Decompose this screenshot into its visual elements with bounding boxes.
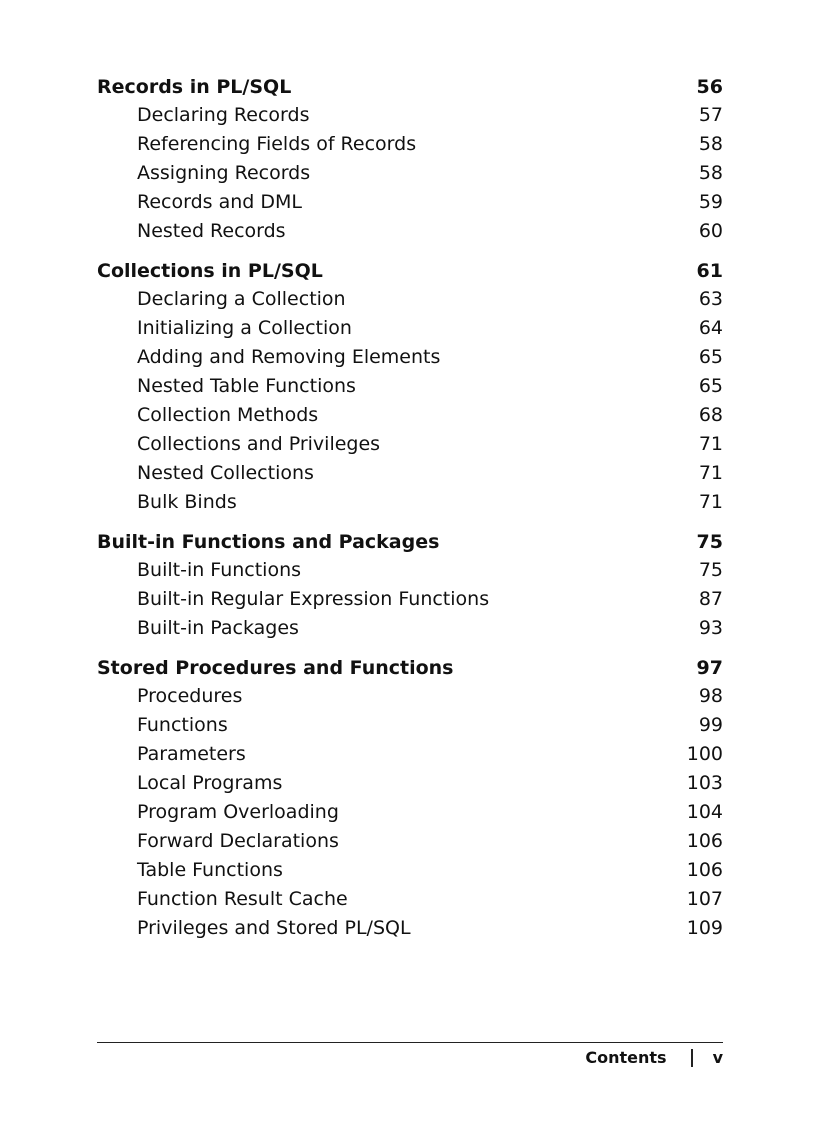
entry-title: Local Programs [137,772,283,794]
toc-chapter-entry[interactable] [97,655,723,682]
entry-title: Function Result Cache [137,888,348,910]
entry-page-number: 63 [698,288,723,310]
entry-title: Table Functions [137,859,283,881]
entry-page-number: 60 [698,220,723,242]
entry-title: Program Overloading [137,801,339,823]
entry-page-number: 65 [698,346,723,368]
entry-page-number: 64 [698,317,723,339]
entry-page-number: 65 [698,375,723,397]
toc-chapter-entry[interactable] [97,258,723,285]
entry-title: Collections and Privileges [137,433,381,455]
toc-entry[interactable] [97,682,723,711]
toc-entry[interactable] [97,914,723,943]
entry-page-number: 93 [698,617,723,639]
toc-entry[interactable] [97,488,723,517]
entry-title: Bulk Binds [137,491,237,513]
toc-section [97,529,723,643]
toc-entry[interactable] [97,101,723,130]
chapter-title: Built-in Functions and Packages [97,531,440,553]
entry-title: Collection Methods [137,404,319,426]
toc-entry[interactable] [97,401,723,430]
entry-page-number: 75 [698,559,723,581]
footer-label: Contents [585,1048,667,1067]
toc-entry[interactable] [97,827,723,856]
entry-title: Procedures [137,685,243,707]
page-footer [585,1048,723,1067]
footer-page-number: v [712,1048,723,1067]
table-of-contents [97,74,723,955]
entry-page-number: 104 [686,801,723,823]
entry-page-number: 106 [686,830,723,852]
chapter-page-number: 75 [696,531,723,553]
toc-entry[interactable] [97,798,723,827]
toc-entry[interactable] [97,614,723,643]
entry-page-number: 103 [686,772,723,794]
entry-title: Nested Collections [137,462,314,484]
entry-page-number: 71 [698,433,723,455]
toc-entry[interactable] [97,217,723,246]
toc-entry[interactable] [97,343,723,372]
toc-entry[interactable] [97,188,723,217]
footer-separator [691,1049,693,1067]
toc-entry[interactable] [97,130,723,159]
toc-entry[interactable] [97,430,723,459]
entry-page-number: 58 [698,133,723,155]
entry-page-number: 109 [686,917,723,939]
entry-title: Parameters [137,743,246,765]
toc-section [97,258,723,517]
entry-page-number: 106 [686,859,723,881]
entry-title: Adding and Removing Elements [137,346,441,368]
chapter-page-number: 56 [696,76,723,98]
toc-chapter-entry[interactable] [97,529,723,556]
toc-section [97,655,723,943]
toc-entry[interactable] [97,459,723,488]
entry-title: Built-in Functions [137,559,302,581]
toc-entry[interactable] [97,372,723,401]
footer-divider [97,1042,723,1043]
entry-page-number: 87 [698,588,723,610]
entry-title: Built-in Packages [137,617,299,639]
chapter-page-number: 97 [696,657,723,679]
entry-title: Functions [137,714,228,736]
entry-title: Nested Records [137,220,286,242]
entry-title: Privileges and Stored PL/SQL [137,917,411,939]
chapter-title: Stored Procedures and Functions [97,657,454,679]
entry-page-number: 71 [698,491,723,513]
entry-title: Referencing Fields of Records [137,133,417,155]
entry-title: Initializing a Collection [137,317,352,339]
toc-entry[interactable] [97,159,723,188]
chapter-page-number: 61 [696,260,723,282]
entry-page-number: 57 [698,104,723,126]
entry-page-number: 59 [698,191,723,213]
entry-page-number: 71 [698,462,723,484]
entry-page-number: 98 [698,685,723,707]
entry-title: Declaring Records [137,104,310,126]
entry-title: Nested Table Functions [137,375,356,397]
toc-section [97,74,723,246]
toc-entry[interactable] [97,585,723,614]
entry-page-number: 68 [698,404,723,426]
entry-page-number: 58 [698,162,723,184]
entry-page-number: 107 [686,888,723,910]
toc-entry[interactable] [97,885,723,914]
entry-title: Records and DML [137,191,302,213]
toc-entry[interactable] [97,769,723,798]
chapter-title: Records in PL/SQL [97,76,292,98]
chapter-title: Collections in PL/SQL [97,260,323,282]
toc-entry[interactable] [97,740,723,769]
entry-title: Forward Declarations [137,830,339,852]
toc-entry[interactable] [97,856,723,885]
entry-page-number: 100 [686,743,723,765]
entry-page-number: 99 [698,714,723,736]
toc-entry[interactable] [97,285,723,314]
entry-title: Built-in Regular Expression Functions [137,588,490,610]
entry-title: Assigning Records [137,162,311,184]
toc-entry[interactable] [97,556,723,585]
entry-title: Declaring a Collection [137,288,346,310]
toc-entry[interactable] [97,711,723,740]
toc-entry[interactable] [97,314,723,343]
toc-chapter-entry[interactable] [97,74,723,101]
